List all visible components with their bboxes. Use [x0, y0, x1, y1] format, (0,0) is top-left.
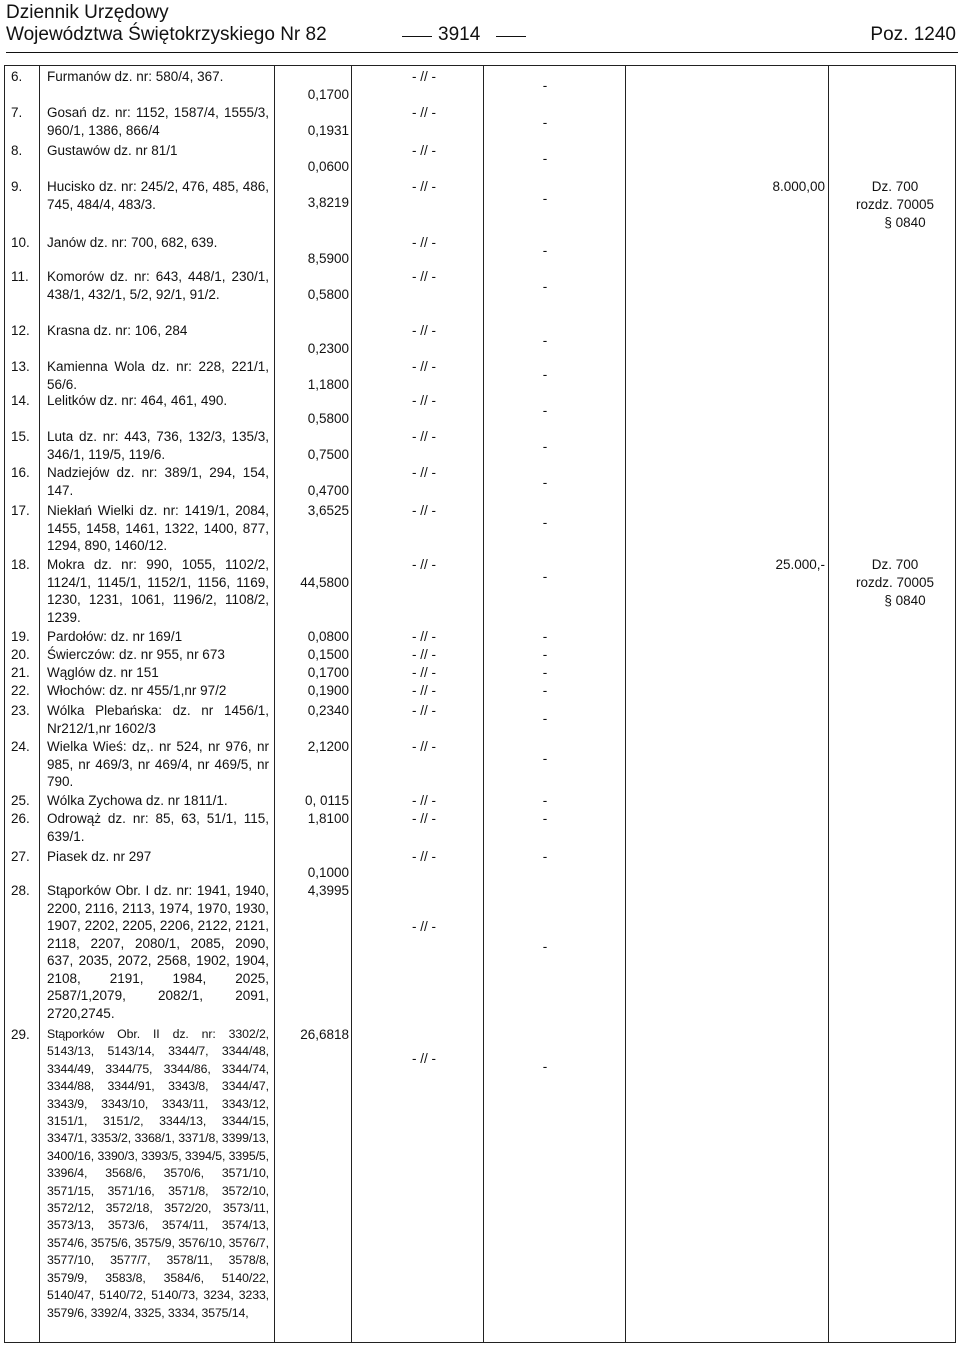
row-number: 9.: [11, 179, 23, 194]
parcel-description: Furmanów dz. nr: 580/4, 367.: [47, 69, 224, 84]
amount-value: 25.000,-: [775, 557, 825, 572]
table-row: [5, 792, 955, 810]
parcel-description: Włochów: dz. nr 455/1,nr 97/2: [47, 683, 227, 698]
table-row: [5, 104, 955, 140]
table-row: [5, 738, 955, 792]
empty-value-dash: -: [542, 793, 548, 808]
row-number: 25.: [11, 793, 30, 808]
row-number: 29.: [11, 1027, 30, 1042]
issue-line: Województwa Świętokrzyskiego Nr 82: [6, 24, 327, 45]
parcel-area: 26,6818: [300, 1027, 349, 1042]
classification-line: § 0840: [884, 593, 926, 608]
parcel-description: Gosań dz. nr: 1152, 1587/4, 1555/3, 960/1, 1386, 866/4: [47, 105, 269, 138]
empty-value-dash: -: [542, 333, 548, 348]
parcel-description: Kamienna Wola dz. nr: 228, 221/1, 56/6.: [47, 359, 269, 392]
table-row: [5, 848, 955, 884]
parcel-area: 3,6525: [307, 503, 349, 518]
ditto-mark: - // -: [412, 503, 436, 518]
table-row: [5, 178, 955, 232]
table-row: [5, 810, 955, 846]
row-number: 28.: [11, 883, 30, 898]
budget-classification: [835, 178, 955, 232]
row-number: 6.: [11, 69, 23, 84]
ditto-mark: - // -: [412, 269, 436, 284]
ditto-mark: - // -: [412, 105, 436, 120]
ditto-mark: - // -: [412, 849, 436, 864]
parcel-area: 2,1200: [307, 739, 349, 754]
parcel-description: Luta dz. nr: 443, 736, 132/3, 135/3, 346/1, 119/5, 119/6.: [47, 429, 269, 462]
position-label: Poz. 1240: [870, 24, 956, 45]
empty-value-dash: -: [542, 629, 548, 644]
parcel-description: Krasna dz. nr: 106, 284: [47, 323, 188, 338]
ditto-mark: - // -: [412, 665, 436, 680]
parcel-description: Stąporków Obr. II dz. nr: 3302/2, 5143/13, 5143/14, 3344/7, 3344/48, 3344/49, 3344/75, 3344/86, 3344/74, 3344/88, 3344/91, 3343/8, 3344/47, 3343/9, 3343/10, 3343/11, 3343/12, 3151/1, 3151/2, 3344/13, 3344/15, 3347/1, 3353/2, 3368/1, 3371/8, 3399/13, 3400/16, 3390/3, 3393/5, 3394/5, 3395/5, 3396/4, 3568/6, 3570/6, 3571/10, 3571/15, 3571/16, 3571/8, 3572/10, 3572/12, 3572/18, 3572/20, 3573/11, 3573/13, 3573/6, 3574/11, 3574/13, 3574/6, 3575/6, 3575/9, 3576/10, 3576/7, 3577/10, 3577/7, 3578/11, 3578/8, 3579/9, 3583/8, 3584/6, 5140/22, 5140/47, 5140/72, 5140/73, 3234, 3233, 3579/6, 3392/4, 3325, 3334, 3575/14,: [47, 1027, 269, 1320]
parcel-description: Komorów dz. nr: 643, 448/1, 230/1, 438/1, 432/1, 5/2, 92/1, 91/2.: [47, 269, 269, 302]
row-number: 18.: [11, 557, 30, 572]
classification-line: § 0840: [884, 215, 926, 230]
row-number: 14.: [11, 393, 30, 408]
parcel-area: 44,5800: [300, 575, 349, 590]
row-number: 15.: [11, 429, 30, 444]
classification-line: Dz. 700: [871, 179, 919, 194]
ditto-mark: - // -: [412, 143, 436, 158]
ditto-mark: - // -: [412, 557, 436, 572]
row-number: 16.: [11, 465, 30, 480]
empty-value-dash: -: [542, 683, 548, 698]
parcel-description: Pardołów: dz. nr 169/1: [47, 629, 183, 644]
parcel-description: Mokra dz. nr: 990, 1055, 1102/2, 1124/1, 1145/1, 1152/1, 1156, 1169, 1230, 1231, 1061, 1196/2, 1108/2, 1239.: [47, 557, 269, 625]
row-number: 19.: [11, 629, 30, 644]
empty-value-dash: -: [542, 849, 548, 864]
empty-value-dash: -: [542, 279, 548, 294]
classification-line: Dz. 700: [871, 557, 919, 572]
header-rule: [6, 52, 958, 53]
classification-line: rozdz. 70005: [855, 575, 935, 590]
classification-line: rozdz. 70005: [855, 197, 935, 212]
table-row: [5, 664, 955, 682]
row-number: 13.: [11, 359, 30, 374]
parcel-description: Piasek dz. nr 297: [47, 849, 152, 864]
parcel-description: Hucisko dz. nr: 245/2, 476, 485, 486, 745, 484/4, 483/3.: [47, 179, 269, 212]
table-row: [5, 358, 955, 392]
parcel-area: 0,1700: [307, 665, 349, 680]
ditto-mark: - // -: [412, 647, 436, 662]
parcel-description: Stąporków Obr. I dz. nr: 1941, 1940, 2200, 2116, 2113, 1974, 1970, 1930, 1907, 2202, 2205, 2206, 2122, 2121, 2118, 2207, 2080/1, 2085, 2090, 637, 2035, 2072, 2568, 1902, 1904, 2108, 2191, 1984, 2025, 2587/1,2079, 2082/1, 2091, 2720,2745.: [47, 883, 269, 1021]
empty-value-dash: -: [542, 751, 548, 766]
table-row: [5, 428, 955, 464]
row-number: 17.: [11, 503, 30, 518]
page-number: 3914: [438, 24, 481, 45]
table-row: [5, 502, 955, 556]
amount-value: 8.000,00: [772, 179, 825, 194]
parcel-area: 0,1900: [307, 683, 349, 698]
ditto-mark: - // -: [412, 393, 436, 408]
table-row: [5, 464, 955, 500]
parcel-description: Niekłań Wielki dz. nr: 1419/1, 2084, 1455, 1458, 1461, 1322, 1400, 877, 1294, 890, 1460/12.: [47, 503, 269, 553]
empty-value-dash: -: [542, 439, 548, 454]
parcel-area: 0, 0115: [304, 793, 349, 808]
parcel-area: 3,8219: [307, 195, 349, 210]
table-row: [5, 268, 955, 322]
empty-value-dash: -: [542, 811, 548, 826]
table-row: [5, 682, 955, 700]
parcel-area: 8,5900: [307, 251, 349, 266]
row-number: 22.: [11, 683, 30, 698]
ditto-mark: - // -: [412, 179, 436, 194]
parcel-description: Lelitków dz. nr: 464, 461, 490.: [47, 393, 228, 408]
parcel-area: 0,2340: [307, 703, 349, 718]
parcel-area: 0,7500: [307, 447, 349, 462]
parcel-area: 0,1700: [307, 87, 349, 102]
parcel-area: 0,1500: [307, 647, 349, 662]
empty-value-dash: -: [542, 515, 548, 530]
parcel-description: Wąglów dz. nr 151: [47, 665, 159, 680]
row-number: 27.: [11, 849, 30, 864]
parcel-area: 1,8100: [307, 811, 349, 826]
empty-value-dash: -: [542, 665, 548, 680]
ditto-mark: - // -: [412, 683, 436, 698]
parcel-area: 0,0800: [307, 629, 349, 644]
row-number: 7.: [11, 105, 23, 120]
ditto-mark: - // -: [412, 703, 436, 718]
empty-value-dash: -: [542, 243, 548, 258]
empty-value-dash: -: [542, 569, 548, 584]
parcel-description: Gustawów dz. nr 81/1: [47, 143, 178, 158]
parcel-area: 0,1000: [307, 865, 349, 880]
table-row: [5, 702, 955, 740]
page-number-rule-left: [402, 36, 432, 37]
ditto-mark: - // -: [412, 919, 436, 934]
row-number: 10.: [11, 235, 30, 250]
parcel-description: Świerczów: dz. nr 955, nr 673: [47, 647, 225, 662]
page-header: [6, 2, 956, 54]
empty-value-dash: -: [542, 711, 548, 726]
parcel-area: 4,3995: [307, 883, 349, 898]
parcel-area: 1,1800: [307, 377, 349, 392]
row-number: 24.: [11, 739, 30, 754]
empty-value-dash: -: [542, 367, 548, 382]
page-number-rule-right: [496, 36, 526, 37]
table-row: [5, 646, 955, 664]
table-row: [5, 142, 955, 176]
empty-value-dash: -: [542, 475, 548, 490]
row-number: 11.: [11, 269, 29, 284]
parcel-description: Wólka Zychowa dz. nr 1811/1.: [47, 793, 228, 808]
parcel-area: 0,4700: [307, 483, 349, 498]
row-number: 26.: [11, 811, 30, 826]
ditto-mark: - // -: [412, 629, 436, 644]
ditto-mark: - // -: [412, 465, 436, 480]
empty-value-dash: -: [542, 939, 548, 954]
row-number: 21.: [11, 665, 30, 680]
table-row: [5, 392, 955, 426]
empty-value-dash: -: [542, 151, 548, 166]
ditto-mark: - // -: [412, 1051, 436, 1066]
parcel-area: 0,0600: [307, 159, 349, 174]
row-number: 23.: [11, 703, 30, 718]
table-row: [5, 1026, 955, 1336]
row-number: 8.: [11, 143, 23, 158]
parcel-description: Wielka Wieś: dz,. nr 524, nr 976, nr 985, nr 469/3, nr 469/4, nr 469/5, nr 790.: [47, 739, 269, 789]
ditto-mark: - // -: [412, 739, 436, 754]
parcels-table: [4, 65, 956, 1343]
ditto-mark: - // -: [412, 811, 436, 826]
parcel-area: 0,5800: [307, 411, 349, 426]
parcel-area: 0,5800: [307, 287, 349, 302]
empty-value-dash: -: [542, 78, 548, 93]
table-row: [5, 68, 955, 102]
row-number: 20.: [11, 647, 30, 662]
journal-title: Dziennik Urzędowy: [6, 2, 169, 23]
table-row: [5, 628, 955, 646]
parcel-description: Wólka Plebańska: dz. nr 1456/1, Nr212/1,nr 1602/3: [47, 703, 269, 736]
empty-value-dash: -: [542, 403, 548, 418]
empty-value-dash: -: [542, 115, 548, 130]
ditto-mark: - // -: [412, 235, 436, 250]
parcel-description: Odrowąż dz. nr: 85, 63, 51/1, 115, 639/1.: [47, 811, 269, 844]
empty-value-dash: -: [542, 191, 548, 206]
parcel-description: Janów dz. nr: 700, 682, 639.: [47, 235, 218, 250]
table-row: [5, 556, 955, 628]
row-number: 12.: [11, 323, 30, 338]
ditto-mark: - // -: [412, 359, 436, 374]
table-row: [5, 882, 955, 1026]
empty-value-dash: -: [542, 1059, 548, 1074]
empty-value-dash: -: [542, 647, 548, 662]
parcel-area: 0,1931: [307, 123, 349, 138]
ditto-mark: - // -: [412, 429, 436, 444]
table-row: [5, 322, 955, 358]
budget-classification: [835, 556, 955, 610]
parcel-area: 0,2300: [307, 341, 349, 356]
parcel-description: Nadziejów dz. nr: 389/1, 294, 154, 147.: [47, 465, 269, 498]
ditto-mark: - // -: [412, 69, 436, 84]
ditto-mark: - // -: [412, 793, 436, 808]
table-row: [5, 234, 955, 266]
ditto-mark: - // -: [412, 323, 436, 338]
